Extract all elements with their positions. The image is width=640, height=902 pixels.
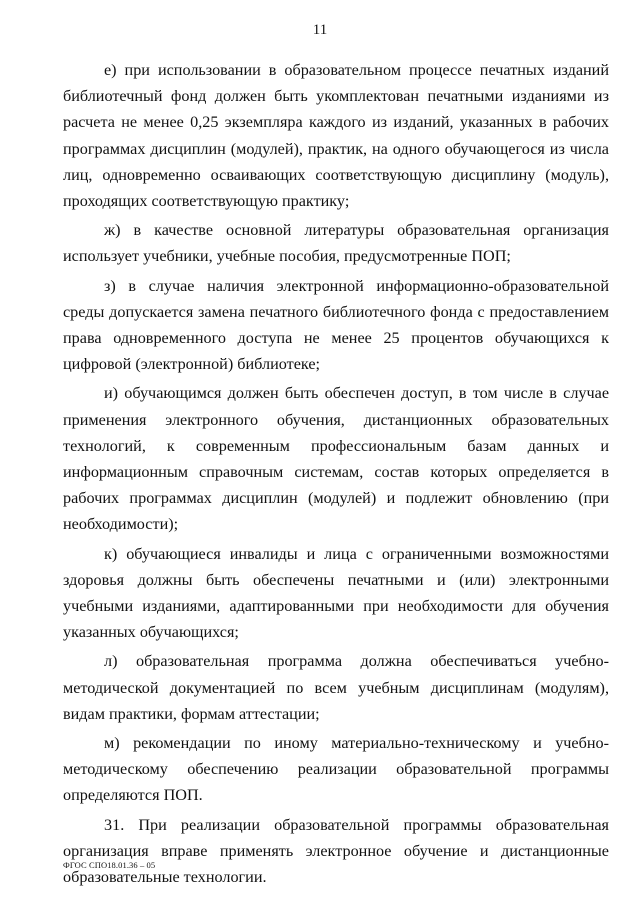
paragraph-zh: ж) в качестве основной литературы образовательная организация использует учебники, учебные пособия, предусмотренные ПОП;: [63, 221, 609, 266]
paragraph-e: е) при использовании в образовательном процессе печатных изданий библиотечный фонд должен быть укомплектован печатными изданиями из расчета не менее 0,25 экземпляра каждого из изданий, указанных в рабочих программах дисциплин (модулей), практик, на одного обучающегося из числа лиц, одновременно осваивающих соответствующую дисциплину (модуль), проходящих соответствующую практику;: [63, 61, 609, 211]
paragraph-31: 31. При реализации образовательной программы образовательная организация вправе применять электронное обучение и дистанционные образовательные технологии.: [63, 815, 609, 887]
document-footer: ФГОС СПО18.01.36 – 05: [63, 860, 156, 870]
paragraph-i: и) обучающимся должен быть обеспечен доступ, в том числе в случае применения электронного обучения, дистанционных образовательных технологий, к современным профессиональным базам данных и информационным справочным системам, состав которых определяется в рабочих программах дисциплин (модулей) и подлежит обновлению (при необходимости);: [63, 384, 609, 534]
document-body: [63, 57, 609, 893]
paragraph-k: к) обучающиеся инвалиды и лица с ограниченными возможностями здоровья должны быть обеспечены печатными и (или) электронными учебными изданиями, адаптированными при необходимости для обучения указанных обучающихся;: [63, 544, 609, 642]
paragraph-m: м) рекомендации по иному материально-техническому и учебно-методическому обеспечению реализации образовательной программы определяются ПОП.: [63, 734, 609, 805]
paragraph-z: з) в случае наличия электронной информационно-образовательной среды допускается замена печатного библиотечного фонда с предоставлением права одновременного доступа не менее 25 процентов обучающихся к цифровой (электронной) библиотеке;: [63, 276, 609, 374]
page-number: 11: [312, 22, 328, 38]
paragraph-l: л) образовательная программа должна обеспечиваться учебно-методической документацией по всем учебным дисциплинам (модулям), видам практики, формам аттестации;: [63, 652, 609, 723]
